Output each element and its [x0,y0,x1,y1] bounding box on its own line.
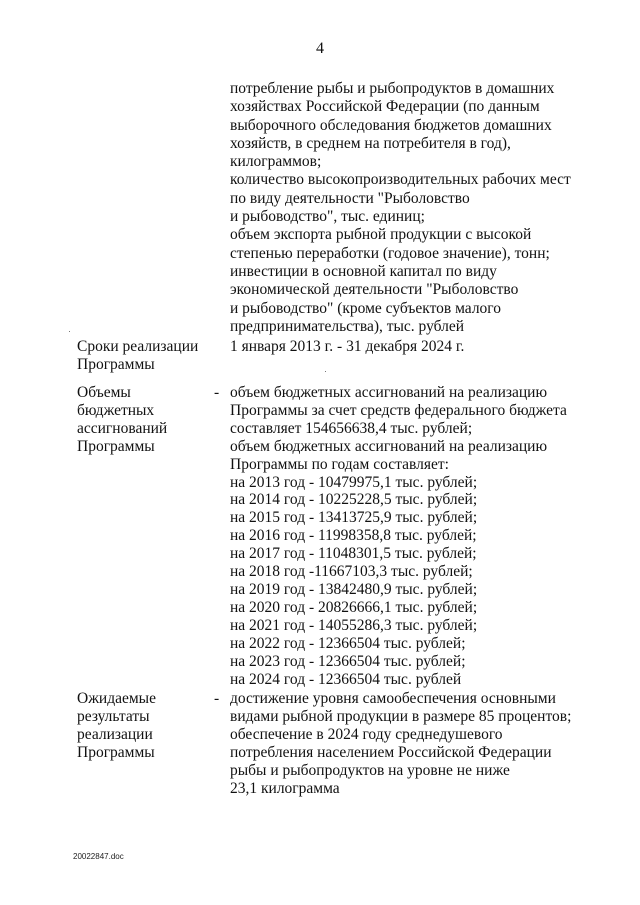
indicators-list [230,80,571,336]
budget-line: на 2016 год - 11998358,8 тыс. рублей; [230,527,477,545]
budget-line: составляет 154656638,4 тыс. рублей; [230,419,473,437]
budget-label-line: Объемы [77,384,131,401]
indicator-line: потребление рыбы и рыбопродуктов в домашних [230,80,555,97]
results-line: достижение уровня самообеспечения основными [230,690,556,707]
budget-line: на 2017 год - 11048301,5 тыс. рублей; [230,545,477,563]
results-line: видами рыбной продукции в размере 85 процентов; [230,707,572,725]
indicator-line: экономической деятельности "Рыболовство [230,281,519,299]
indicator-line: выборочного обследования бюджетов домашних [230,116,552,134]
results-line: рыбы и рыбопродуктов на уровне не ниже [230,761,510,779]
indicator-line: по виду деятельности "Рыболовство [230,189,470,207]
budget-label-line: бюджетных [77,402,155,419]
indicator-line: килограммов; [230,153,322,171]
indicator-line: хозяйств, в среднем на потребителя в год), [230,134,511,152]
terms-label-line: Программы [77,356,155,373]
indicator-line: предпринимательства), тыс. рублей [230,317,465,335]
budget-line: на 2022 год - 12366504 тыс. рублей; [230,634,466,652]
budget-line: на 2024 год - 12366504 тыс. рублей [230,670,462,688]
terms-label-line: Сроки реализации [77,338,199,355]
results-label-line: Ожидаемые [77,690,156,707]
budget-line: на 2015 год - 13413725,9 тыс. рублей; [230,509,478,527]
budget-lines [230,384,567,688]
results-label-line: результаты [77,708,150,725]
budget-line: на 2013 год - 10479975,1 тыс. рублей; [230,473,478,491]
indicator-line: и рыбоводство" (кроме субъектов малого [230,299,502,317]
page-number: 4 [316,40,324,57]
results-lines [230,690,571,797]
indicator-line: объем экспорта рыбной продукции с высокой [230,226,532,244]
terms-value-text: 1 января 2013 г. - 31 декабря 2024 г. [230,338,465,355]
indicator-line: степенью переработки (годовое значение), тонн; [230,244,550,262]
budget-line: на 2019 год - 13842480,9 тыс. рублей; [230,580,478,598]
indicator-line: инвестиции в основной капитал по виду [230,262,497,280]
budget-line: на 2018 год -11667103,3 тыс. рублей; [230,563,473,581]
budget-label-line: ассигнований [77,420,168,437]
indicator-line: и рыбоводство", тыс. единиц; [230,208,425,226]
scan-speck [69,331,70,332]
results-line: обеспечение в 2024 году среднедушевого [230,725,503,743]
budget-label [77,384,167,456]
results-label-line: Программы [77,744,155,761]
budget-line: на 2021 год - 14055286,3 тыс. рублей; [230,616,478,634]
results-line: потребления населением Российской Федерации [230,743,552,761]
budget-line: на 2023 год - 12366504 тыс. рублей; [230,652,466,670]
budget-line: на 2020 год - 20826666,1 тыс. рублей; [230,598,478,616]
budget-line: объем бюджетных ассигнований на реализацию [230,384,548,401]
results-label [77,690,156,762]
indicator-line: хозяйствах Российской Федерации (по данным [230,98,540,116]
budget-label-line: Программы [77,438,155,455]
terms-label [77,338,198,374]
results-line: 23,1 килограмма [230,779,340,797]
budget-line: Программы за счет средств федерального бюджета [230,401,567,419]
budget-line: Программы по годам составляет: [230,455,449,473]
indicator-line: количество высокопроизводительных рабочих мест [230,171,571,189]
budget-line: объем бюджетных ассигнований на реализацию [230,437,548,455]
scan-speck [325,371,326,372]
terms-value [230,338,464,356]
results-dash: - [214,690,220,707]
budget-dash: - [214,384,220,401]
budget-line: на 2014 год - 10225228,5 тыс. рублей; [230,491,478,509]
footer-filename: 20022847.doc [73,852,124,861]
results-label-line: реализации [77,726,153,743]
